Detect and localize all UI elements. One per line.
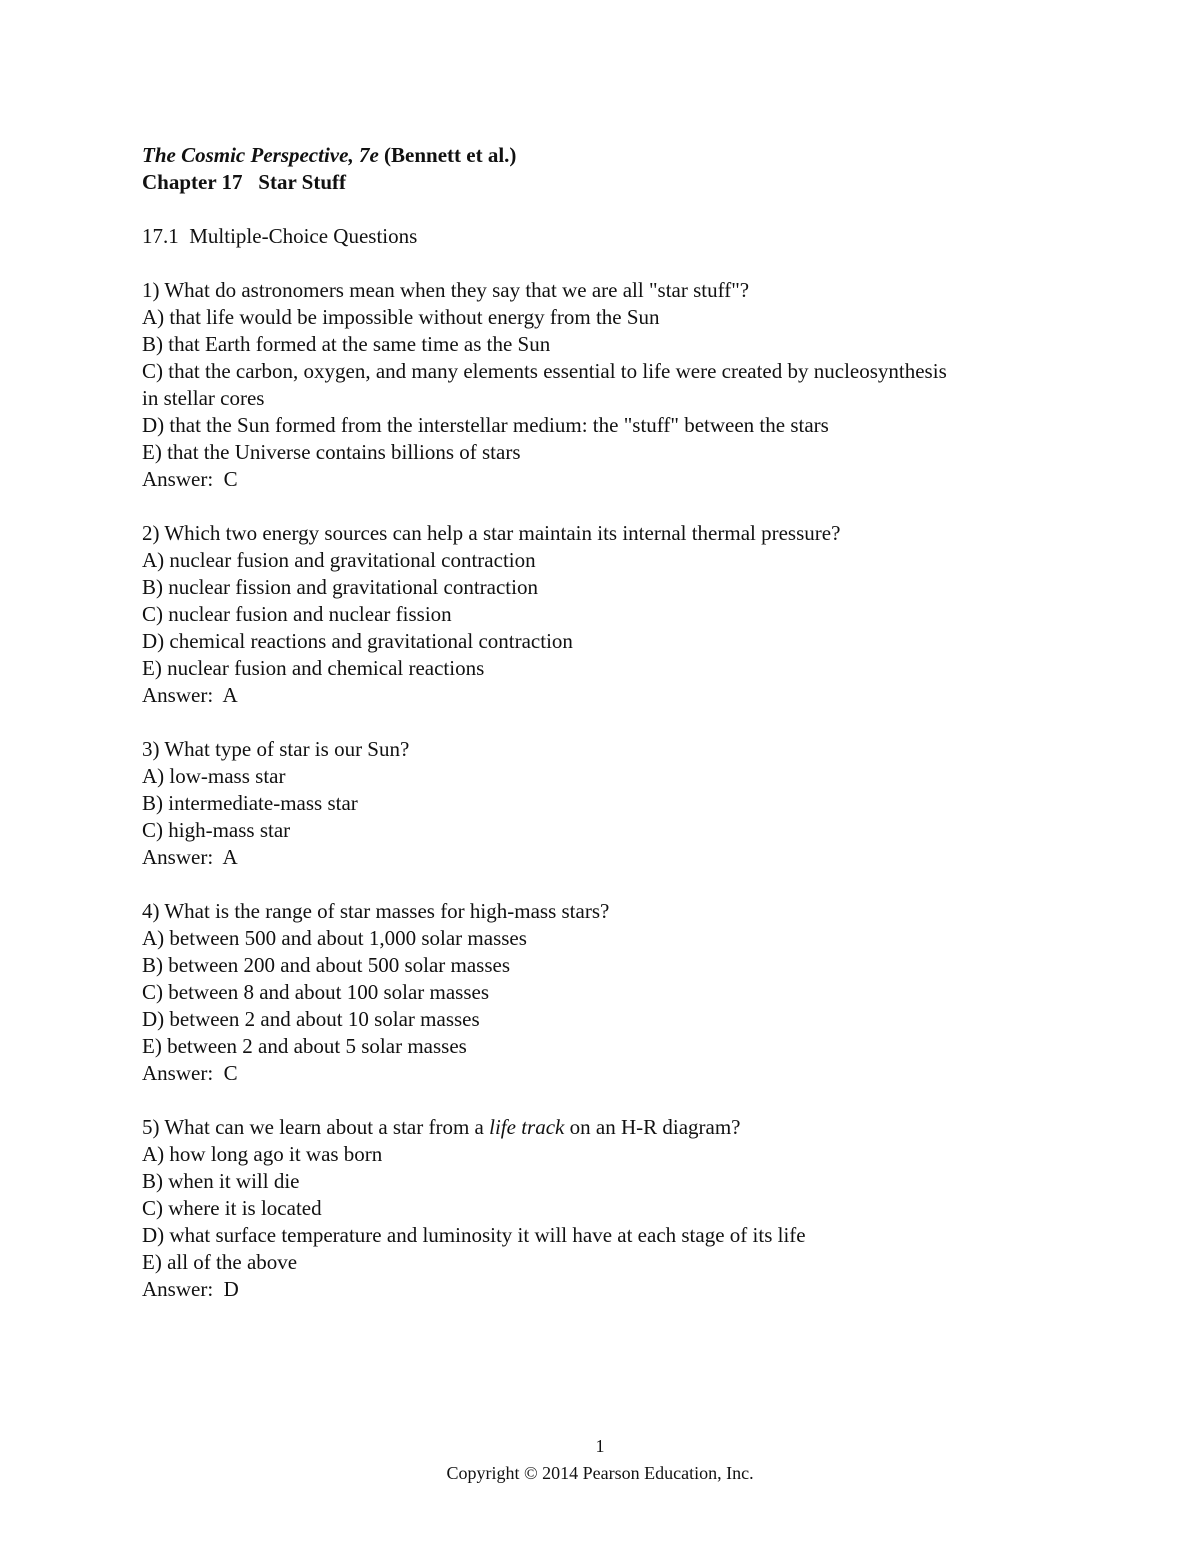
answer-option: A) low-mass star	[142, 764, 286, 788]
answer-option: C) that the carbon, oxygen, and many elements essential to life were created by nucleosynthesis	[142, 359, 947, 383]
answer-option: A) how long ago it was born	[142, 1142, 383, 1166]
question-stem: 3) What type of star is our Sun?	[142, 737, 410, 761]
question-stem	[142, 1114, 1062, 1141]
answer-option: B) intermediate-mass star	[142, 791, 358, 815]
answer-option: E) that the Universe contains billions of stars	[142, 440, 521, 464]
book-authors: (Bennett et al.)	[378, 143, 517, 167]
correct-answer: Answer: A	[142, 683, 238, 707]
correct-answer: Answer: C	[142, 1061, 238, 1085]
question-5	[142, 1114, 1062, 1303]
answer-option: E) nuclear fusion and chemical reactions	[142, 656, 485, 680]
answer-option: E) between 2 and about 5 solar masses	[142, 1034, 467, 1058]
answer-option: B) when it will die	[142, 1169, 300, 1193]
copyright-notice: Copyright © 2014 Pearson Education, Inc.	[446, 1463, 754, 1483]
question-1	[142, 277, 1062, 493]
answer-option: C) where it is located	[142, 1196, 322, 1220]
answer-option: E) all of the above	[142, 1250, 298, 1274]
answer-option: B) nuclear fission and gravitational contraction	[142, 575, 538, 599]
answer-option: D) chemical reactions and gravitational contraction	[142, 629, 573, 653]
answer-option: B) between 200 and about 500 solar masses	[142, 953, 511, 977]
question-stem: 2) Which two energy sources can help a star maintain its internal thermal pressure?	[142, 521, 841, 545]
answer-option: D) what surface temperature and luminosity it will have at each stage of its life	[142, 1223, 806, 1247]
answer-option: C) nuclear fusion and nuclear fission	[142, 602, 452, 626]
chapter-title: Chapter 17 Star Stuff	[142, 170, 346, 194]
question-stem-italic-term: life track	[489, 1115, 565, 1139]
answer-option: D) between 2 and about 10 solar masses	[142, 1007, 480, 1031]
section-title: 17.1 Multiple-Choice Questions	[142, 224, 418, 248]
question-stem: 1) What do astronomers mean when they say that we are all "star stuff"?	[142, 278, 750, 302]
answer-option: A) between 500 and about 1,000 solar masses	[142, 926, 527, 950]
question-4	[142, 898, 1062, 1087]
answer-option: C) high-mass star	[142, 818, 291, 842]
answer-option: C) between 8 and about 100 solar masses	[142, 980, 490, 1004]
question-3	[142, 736, 1062, 871]
page-number: 1	[595, 1436, 605, 1456]
question-2	[142, 520, 1062, 709]
answer-option-continuation: in stellar cores	[142, 386, 265, 410]
book-header	[142, 142, 1062, 169]
answer-option: B) that Earth formed at the same time as the Sun	[142, 332, 551, 356]
book-title: The Cosmic Perspective, 7e	[142, 143, 379, 167]
question-stem-start: 5) What can we learn about a star from a	[142, 1115, 490, 1139]
correct-answer: Answer: D	[142, 1277, 239, 1301]
correct-answer: Answer: C	[142, 467, 238, 491]
answer-option: A) that life would be impossible without energy from the Sun	[142, 305, 660, 329]
correct-answer: Answer: A	[142, 845, 238, 869]
page-content	[142, 142, 1062, 1303]
answer-option: D) that the Sun formed from the interstellar medium: the "stuff" between the stars	[142, 413, 829, 437]
question-stem-end: on an H-R diagram?	[564, 1115, 741, 1139]
question-stem: 4) What is the range of star masses for high-mass stars?	[142, 899, 610, 923]
answer-option: A) nuclear fusion and gravitational contraction	[142, 548, 536, 572]
